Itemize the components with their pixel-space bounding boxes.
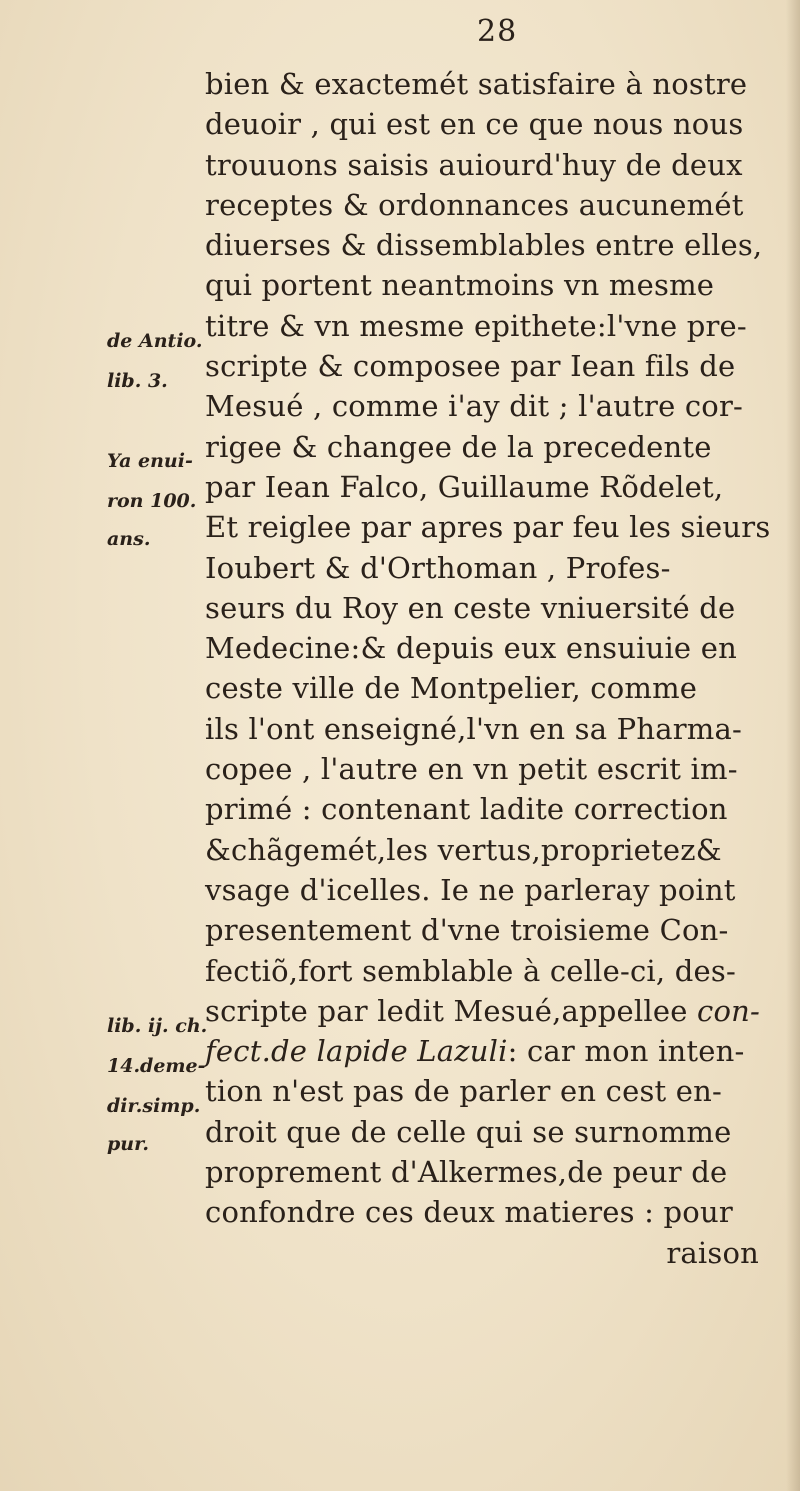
text-line: titre & vn mesme epithete:l'vne pre- bbox=[205, 308, 747, 343]
margin-note: pur. bbox=[107, 1133, 149, 1155]
page-number: 28 bbox=[477, 14, 518, 49]
text-span: scripte par ledit Mesué,appellee bbox=[205, 993, 698, 1028]
text-line bbox=[205, 991, 765, 1031]
text-line: &chãgemét,les vertus,proprietez& bbox=[205, 832, 722, 867]
text-line: proprement d'Alkermes,de peur de bbox=[205, 1155, 728, 1190]
margin-note: 14.deme- bbox=[107, 1055, 206, 1077]
text-line: copee , l'autre en vn petit escrit im- bbox=[205, 752, 738, 787]
text-line: diuerses & dissemblables entre elles, bbox=[205, 228, 763, 263]
italic-title: fect.de lapide Lazuli bbox=[205, 1034, 508, 1069]
italic-title: con- bbox=[697, 993, 760, 1028]
text-line: vsage d'icelles. Ie ne parleray point bbox=[205, 872, 736, 907]
text-line: droit que de celle qui se surnomme bbox=[205, 1114, 732, 1149]
text-line bbox=[205, 1031, 765, 1071]
text-span: : car mon inten- bbox=[507, 1034, 745, 1069]
text-line: ils l'ont enseigné,l'vn en sa Pharma- bbox=[205, 711, 742, 746]
margin-note: ans. bbox=[107, 528, 151, 550]
text-line: confondre ces deux matieres : pour bbox=[205, 1195, 733, 1230]
margin-note: de Antio. bbox=[107, 330, 203, 352]
text-line: par Iean Falco, Guillaume Rõdelet, bbox=[205, 469, 724, 504]
text-line: Mesué , comme i'ay dit ; l'autre cor- bbox=[205, 389, 744, 424]
text-line: fectiõ,fort semblable à celle-ci, des- bbox=[205, 953, 736, 988]
text-line: primé : contenant ladite correction bbox=[205, 792, 728, 827]
margin-note: lib. 3. bbox=[107, 370, 168, 392]
text-line: Ioubert & d'Orthoman , Profes- bbox=[205, 550, 671, 585]
margin-note: dir.simp. bbox=[107, 1095, 201, 1117]
text-line: presentement d'vne troisieme Con- bbox=[205, 913, 729, 948]
text-line: ceste ville de Montpelier, comme bbox=[205, 671, 698, 706]
text-line: deuoir , qui est en ce que nous nous bbox=[205, 107, 744, 142]
text-line: receptes & ordonnances aucunemét bbox=[205, 187, 744, 222]
page-edge-shadow bbox=[786, 0, 800, 1491]
text-line: trouuons saisis auiourd'huy de deux bbox=[205, 147, 743, 182]
text-line: scripte & composee par Iean fils de bbox=[205, 349, 736, 384]
text-column bbox=[205, 64, 771, 1273]
text-line: rigee & changee de la precedente bbox=[205, 429, 712, 464]
text-line: qui portent neantmoins vn mesme bbox=[205, 268, 715, 303]
margin-note: ron 100. bbox=[107, 490, 197, 512]
text-line: bien & exactemét satisfaire à nostre bbox=[205, 67, 748, 101]
margin-note: lib. ij. ch. bbox=[107, 1015, 208, 1037]
text-line: seurs du Roy en ceste vniuersité de bbox=[205, 590, 736, 625]
text-line: Et reiglee par apres par feu les sieurs bbox=[205, 510, 771, 545]
catchword: raison bbox=[666, 1235, 759, 1270]
text-line: tion n'est pas de parler en cest en- bbox=[205, 1074, 723, 1109]
margin-note: Ya enui- bbox=[107, 450, 193, 472]
text-line: Medecine:& depuis eux ensuiuie en bbox=[205, 631, 737, 666]
